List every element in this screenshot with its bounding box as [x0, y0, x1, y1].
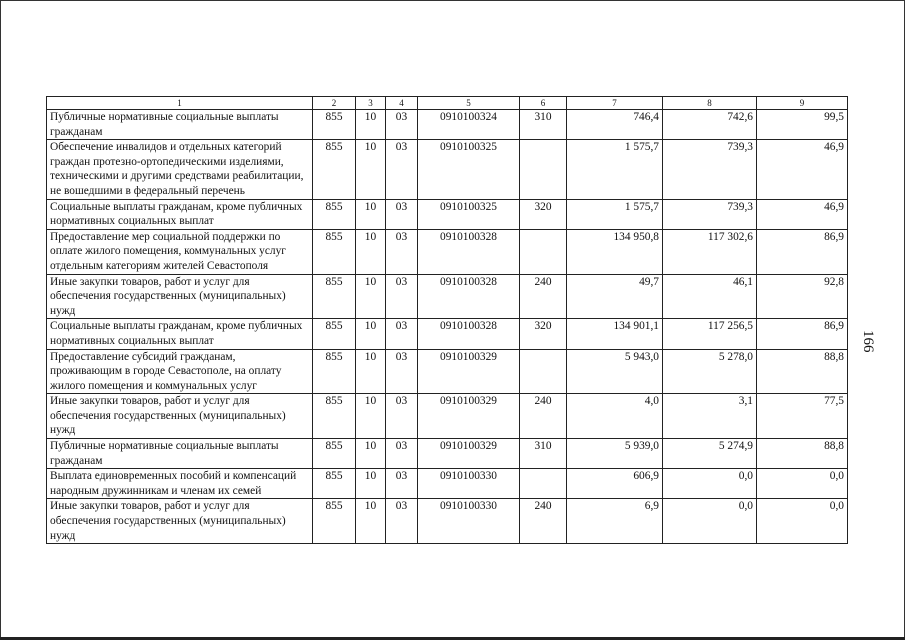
column-header-1: 1: [47, 97, 313, 110]
cell-section: 10: [356, 274, 386, 319]
cell-expense-type: 310: [520, 439, 567, 469]
cell-ministry-code: 855: [313, 499, 356, 544]
cell-value-9: 86,9: [757, 319, 848, 349]
cell-target-article: 0910100330: [418, 469, 520, 499]
cell-expense-type: [520, 469, 567, 499]
cell-subsection: 03: [386, 499, 418, 544]
cell-expense-type: [520, 140, 567, 199]
cell-section: 10: [356, 199, 386, 229]
cell-ministry-code: 855: [313, 199, 356, 229]
cell-expense-type: 240: [520, 499, 567, 544]
cell-name: Иные закупки товаров, работ и услуг для обеспечения государственных (муниципальных) нужд: [47, 499, 313, 544]
cell-value-8: 46,1: [663, 274, 757, 319]
cell-name: Предоставление мер социальной поддержки по оплате жилого помещения, коммунальных услуг отдельным категориям жителей Севастополя: [47, 229, 313, 274]
cell-subsection: 03: [386, 319, 418, 349]
cell-ministry-code: 855: [313, 274, 356, 319]
table-body: [47, 110, 848, 544]
cell-value-8: 739,3: [663, 199, 757, 229]
cell-value-7: 606,9: [567, 469, 663, 499]
cell-value-7: 1 575,7: [567, 140, 663, 199]
cell-value-8: 5 278,0: [663, 349, 757, 394]
cell-expense-type: 240: [520, 274, 567, 319]
cell-name: Публичные нормативные социальные выплаты гражданам: [47, 439, 313, 469]
cell-value-7: 1 575,7: [567, 199, 663, 229]
table-row: [47, 110, 848, 140]
cell-value-7: 746,4: [567, 110, 663, 140]
cell-name: Социальные выплаты гражданам, кроме публичных нормативных социальных выплат: [47, 319, 313, 349]
cell-name: Публичные нормативные социальные выплаты гражданам: [47, 110, 313, 140]
cell-expense-type: 310: [520, 110, 567, 140]
cell-section: 10: [356, 140, 386, 199]
cell-value-8: 742,6: [663, 110, 757, 140]
cell-value-9: 92,8: [757, 274, 848, 319]
cell-subsection: 03: [386, 349, 418, 394]
cell-name: Обеспечение инвалидов и отдельных категорий граждан протезно-ортопедическими изделиями, техническими и другими средствами реабилитации, не вошедшими в федеральный перечень: [47, 140, 313, 199]
cell-subsection: 03: [386, 229, 418, 274]
cell-section: 10: [356, 499, 386, 544]
cell-target-article: 0910100325: [418, 140, 520, 199]
cell-value-9: 99,5: [757, 110, 848, 140]
cell-subsection: 03: [386, 199, 418, 229]
cell-value-8: 5 274,9: [663, 439, 757, 469]
table-row: [47, 140, 848, 199]
column-header-7: 7: [567, 97, 663, 110]
cell-target-article: 0910100328: [418, 229, 520, 274]
cell-value-9: 86,9: [757, 229, 848, 274]
cell-value-9: 0,0: [757, 499, 848, 544]
cell-value-7: 5 939,0: [567, 439, 663, 469]
cell-subsection: 03: [386, 110, 418, 140]
column-header-5: 5: [418, 97, 520, 110]
budget-table: [46, 96, 848, 544]
cell-value-9: 88,8: [757, 439, 848, 469]
cell-section: 10: [356, 319, 386, 349]
cell-value-9: 77,5: [757, 394, 848, 439]
cell-ministry-code: 855: [313, 469, 356, 499]
cell-target-article: 0910100329: [418, 394, 520, 439]
cell-expense-type: 320: [520, 319, 567, 349]
cell-ministry-code: 855: [313, 319, 356, 349]
column-header-4: 4: [386, 97, 418, 110]
cell-name: Социальные выплаты гражданам, кроме публичных нормативных социальных выплат: [47, 199, 313, 229]
cell-subsection: 03: [386, 469, 418, 499]
cell-expense-type: [520, 229, 567, 274]
cell-value-8: 739,3: [663, 140, 757, 199]
cell-name: Выплата единовременных пособий и компенсаций народным дружинникам и членам их семей: [47, 469, 313, 499]
cell-target-article: 0910100324: [418, 110, 520, 140]
table-row: [47, 394, 848, 439]
table-row: [47, 229, 848, 274]
cell-ministry-code: 855: [313, 110, 356, 140]
column-header-9: 9: [757, 97, 848, 110]
cell-subsection: 03: [386, 140, 418, 199]
cell-ministry-code: 855: [313, 439, 356, 469]
table-row: [47, 199, 848, 229]
cell-value-9: 88,8: [757, 349, 848, 394]
cell-value-8: 117 256,5: [663, 319, 757, 349]
column-header-6: 6: [520, 97, 567, 110]
cell-value-7: 6,9: [567, 499, 663, 544]
table-row: [47, 499, 848, 544]
cell-ministry-code: 855: [313, 140, 356, 199]
cell-target-article: 0910100325: [418, 199, 520, 229]
cell-subsection: 03: [386, 274, 418, 319]
cell-value-8: 117 302,6: [663, 229, 757, 274]
cell-ministry-code: 855: [313, 229, 356, 274]
cell-value-7: 5 943,0: [567, 349, 663, 394]
cell-value-9: 46,9: [757, 140, 848, 199]
page-number: 166: [860, 330, 876, 353]
column-header-8: 8: [663, 97, 757, 110]
cell-name: Иные закупки товаров, работ и услуг для обеспечения государственных (муниципальных) нужд: [47, 394, 313, 439]
table-row: [47, 274, 848, 319]
cell-value-8: 3,1: [663, 394, 757, 439]
cell-section: 10: [356, 229, 386, 274]
cell-target-article: 0910100328: [418, 319, 520, 349]
table-row: [47, 319, 848, 349]
cell-section: 10: [356, 439, 386, 469]
cell-value-7: 4,0: [567, 394, 663, 439]
table-header-row: [47, 97, 848, 110]
cell-value-8: 0,0: [663, 499, 757, 544]
cell-section: 10: [356, 469, 386, 499]
cell-value-7: 134 901,1: [567, 319, 663, 349]
cell-target-article: 0910100328: [418, 274, 520, 319]
table-row: [47, 349, 848, 394]
cell-expense-type: [520, 349, 567, 394]
table-row: [47, 469, 848, 499]
cell-expense-type: 320: [520, 199, 567, 229]
cell-ministry-code: 855: [313, 394, 356, 439]
cell-name: Предоставление субсидий гражданам, проживающим в городе Севастополе, на оплату жилого помещения и коммунальных услуг: [47, 349, 313, 394]
cell-value-8: 0,0: [663, 469, 757, 499]
cell-section: 10: [356, 394, 386, 439]
cell-value-7: 134 950,8: [567, 229, 663, 274]
cell-target-article: 0910100329: [418, 439, 520, 469]
table-row: [47, 439, 848, 469]
cell-value-9: 0,0: [757, 469, 848, 499]
cell-value-9: 46,9: [757, 199, 848, 229]
cell-subsection: 03: [386, 439, 418, 469]
cell-target-article: 0910100330: [418, 499, 520, 544]
column-header-2: 2: [313, 97, 356, 110]
cell-value-7: 49,7: [567, 274, 663, 319]
column-header-3: 3: [356, 97, 386, 110]
cell-target-article: 0910100329: [418, 349, 520, 394]
cell-section: 10: [356, 349, 386, 394]
cell-ministry-code: 855: [313, 349, 356, 394]
cell-subsection: 03: [386, 394, 418, 439]
cell-section: 10: [356, 110, 386, 140]
cell-name: Иные закупки товаров, работ и услуг для обеспечения государственных (муниципальных) нужд: [47, 274, 313, 319]
cell-expense-type: 240: [520, 394, 567, 439]
